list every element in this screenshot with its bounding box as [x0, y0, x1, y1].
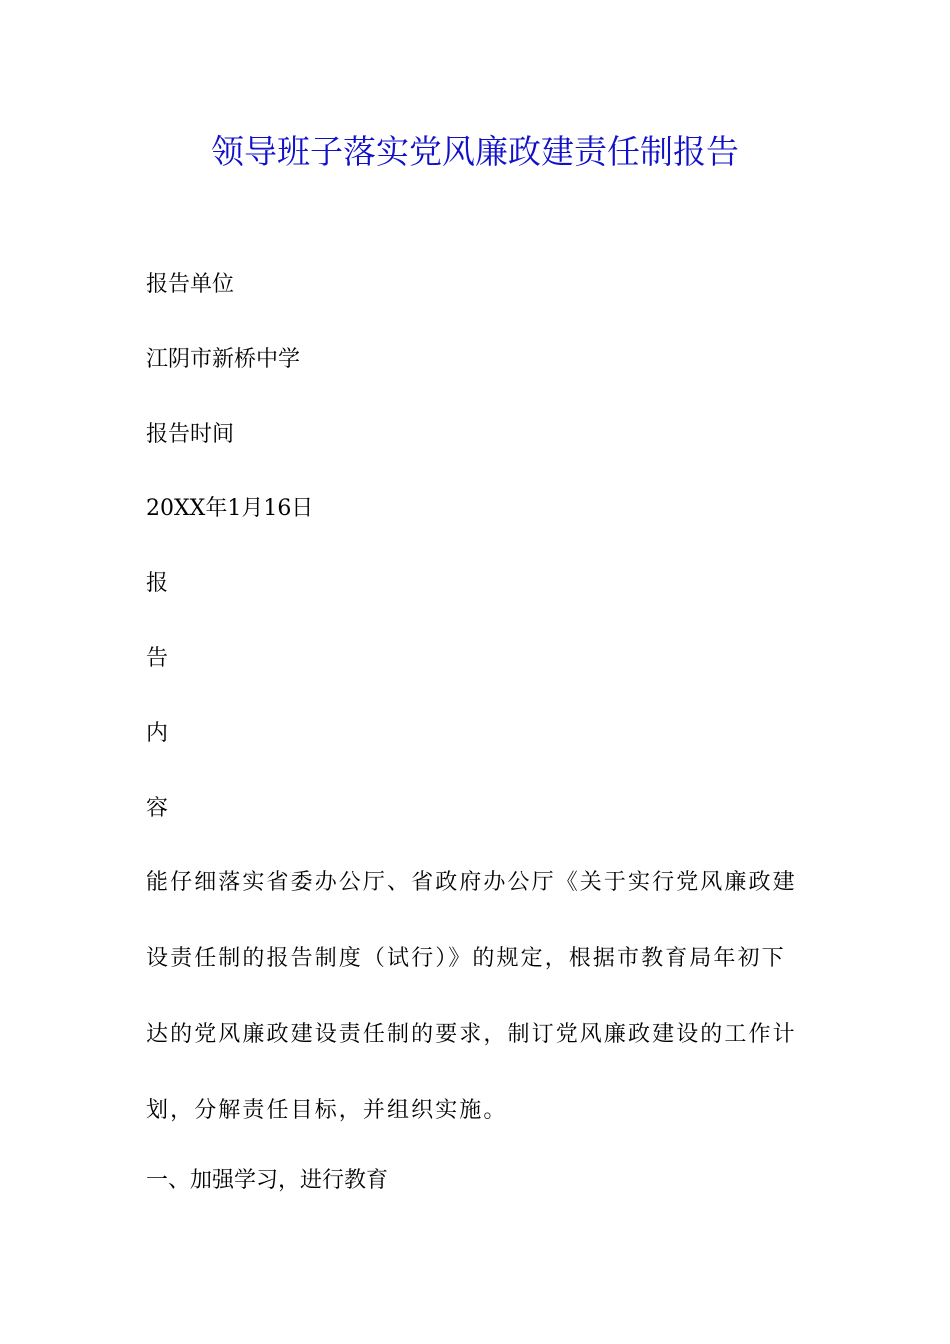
document-title: 领导班子落实党风廉政建责任制报告: [211, 132, 739, 171]
report-unit-label: 报告单位: [146, 272, 235, 297]
section-heading: 一、加强学习，进行教育: [146, 1168, 389, 1193]
body-paragraph-line: 设责任制的报告制度（试行）》的规定，根据市教育局年初下: [146, 946, 786, 971]
report-time-label: 报告时间: [146, 422, 235, 447]
report-content-char: 内: [146, 721, 169, 746]
body-paragraph-line: 能仔细落实省委办公厅、省政府办公厅《关于实行党风廉政建: [146, 870, 797, 895]
report-unit-value: 江阴市新桥中学: [146, 347, 301, 372]
body-paragraph: [146, 868, 806, 1126]
report-content-char: 报: [146, 571, 169, 596]
body-paragraph-line: 划，分解责任目标，并组织实施。: [146, 1098, 508, 1123]
body-paragraph-line: 达的党风廉政建设责任制的要求，制订党风廉政建设的工作计: [146, 1022, 797, 1047]
report-time-value: 20XX年1月16日: [146, 496, 314, 521]
report-content-char: 容: [146, 796, 169, 821]
report-content-char: 告: [146, 646, 169, 671]
